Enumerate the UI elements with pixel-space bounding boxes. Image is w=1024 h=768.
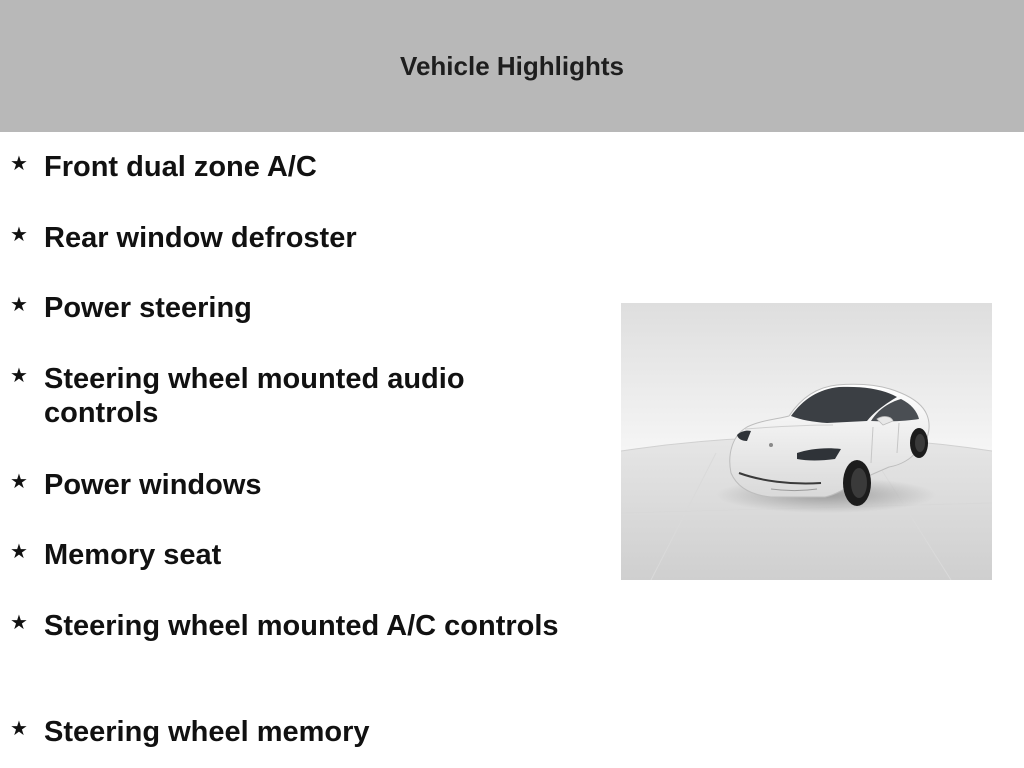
feature-label: Steering wheel mounted audio controls xyxy=(44,363,465,429)
feature-label: Front dual zone A/C xyxy=(44,151,317,183)
feature-item xyxy=(10,150,590,184)
feature-item xyxy=(10,538,590,572)
feature-item xyxy=(10,362,590,430)
feature-label: Memory seat xyxy=(44,539,222,571)
feature-item xyxy=(10,291,590,325)
star-icon: ★ xyxy=(10,363,28,387)
star-icon: ★ xyxy=(10,716,28,740)
header-bar xyxy=(0,0,1024,132)
feature-item xyxy=(10,468,590,502)
star-icon: ★ xyxy=(10,610,28,634)
feature-item xyxy=(10,609,590,643)
feature-label: Power windows xyxy=(44,469,262,501)
feature-label: Power steering xyxy=(44,292,252,324)
vehicle-photo xyxy=(621,303,992,580)
feature-item xyxy=(10,221,590,255)
star-icon: ★ xyxy=(10,292,28,316)
feature-item xyxy=(10,715,590,749)
star-icon: ★ xyxy=(10,539,28,563)
star-icon: ★ xyxy=(10,469,28,493)
feature-label: Rear window defroster xyxy=(44,222,357,254)
feature-label: Steering wheel mounted A/C controls xyxy=(44,610,559,642)
star-icon: ★ xyxy=(10,151,28,175)
feature-label: Steering wheel memory xyxy=(44,716,370,748)
star-icon: ★ xyxy=(10,222,28,246)
page-title: Vehicle Highlights xyxy=(400,50,624,81)
